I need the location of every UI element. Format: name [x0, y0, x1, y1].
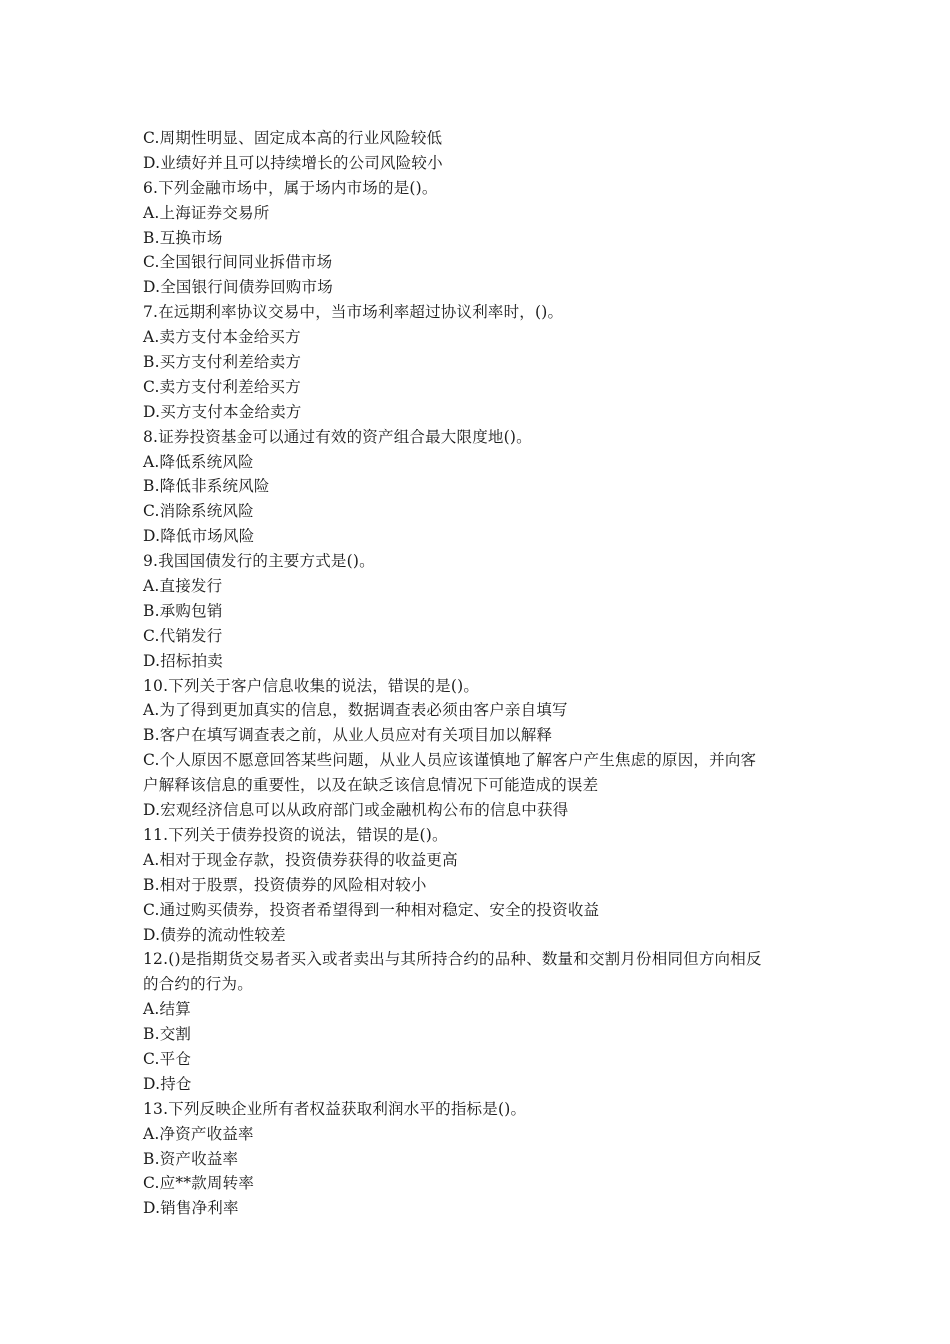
text-line: C.通过购买债券，投资者希望得到一种相对稳定、安全的投资收益 [143, 900, 600, 919]
document-body [143, 126, 813, 1221]
text-line: D.宏观经济信息可以从政府部门或金融机构公布的信息中获得 [143, 801, 569, 820]
text-line: D.债券的流动性较差 [143, 925, 286, 944]
text-line: D.降低市场风险 [143, 527, 255, 546]
text-line: B.资产收益率 [143, 1149, 239, 1168]
text-line: C.消除系统风险 [143, 502, 254, 521]
text-line: D.招标拍卖 [143, 651, 224, 670]
text-line: 11.下列关于债券投资的说法，错误的是()。 [143, 825, 448, 844]
text-line: A.直接发行 [143, 577, 223, 596]
text-line: D.全国银行间债券回购市场 [143, 278, 333, 297]
text-line: 7.在远期利率协议交易中，当市场利率超过协议利率时，()。 [143, 303, 564, 322]
text-line: C.周期性明显、固定成本高的行业风险较低 [143, 129, 443, 147]
text-line: 10.下列关于客户信息收集的说法，错误的是()。 [143, 676, 480, 695]
text-line: 8.证券投资基金可以通过有效的资产组合最大限度地()。 [143, 427, 532, 446]
text-line: C.个人原因不愿意回答某些问题，从业人员应该谨慎地了解客户产生焦虑的原因，并向客 [143, 751, 757, 770]
text-line: 6.下列金融市场中，属于场内市场的是()。 [143, 178, 438, 197]
text-line: A.净资产收益率 [143, 1124, 254, 1143]
text-line: B.客户在填写调查表之前，从业人员应对有关项目加以解释 [143, 726, 553, 745]
text-line: 9.我国国债发行的主要方式是()。 [143, 552, 375, 571]
text-line: B.承购包销 [143, 601, 223, 620]
text-line: 13.下列反映企业所有者权益获取利润水平的指标是()。 [143, 1099, 527, 1118]
text-line: C.代销发行 [143, 626, 223, 645]
text-line: 的合约的行为。 [143, 975, 253, 994]
text-line: C.全国银行间同业拆借市场 [143, 253, 333, 272]
text-line: A.为了得到更加真实的信息，数据调查表必须由客户亲自填写 [143, 701, 568, 720]
text-line: C.平仓 [143, 1049, 192, 1068]
text-line: D.买方支付本金给卖方 [143, 402, 302, 421]
text-line: D.销售净利率 [143, 1199, 239, 1218]
text-line: A.结算 [143, 1000, 191, 1019]
text-line: B.互换市场 [143, 228, 223, 247]
text-line: A.卖方支付本金给买方 [143, 328, 301, 347]
text-line: A.上海证券交易所 [143, 203, 270, 222]
text-line: B.相对于股票，投资债券的风险相对较小 [143, 875, 427, 894]
text-line: A.相对于现金存款，投资债券获得的收益更高 [143, 850, 458, 869]
text-line: C.卖方支付利差给买方 [143, 377, 301, 396]
text-line: D.持仓 [143, 1074, 192, 1093]
text-line: B.降低非系统风险 [143, 477, 270, 496]
text-line: 12.()是指期货交易者买入或者卖出与其所持合约的品种、数量和交割月份相同但方向相反 [143, 950, 762, 969]
text-line: B.交割 [143, 1025, 192, 1044]
text-line: 户解释该信息的重要性，以及在缺乏该信息情况下可能造成的误差 [143, 776, 599, 795]
text-line: D.业绩好并且可以持续增长的公司风险较小 [143, 153, 443, 172]
text-line: B.买方支付利差给卖方 [143, 353, 302, 372]
text-line: C.应**款周转率 [143, 1174, 255, 1193]
text-line: A.降低系统风险 [143, 452, 254, 471]
